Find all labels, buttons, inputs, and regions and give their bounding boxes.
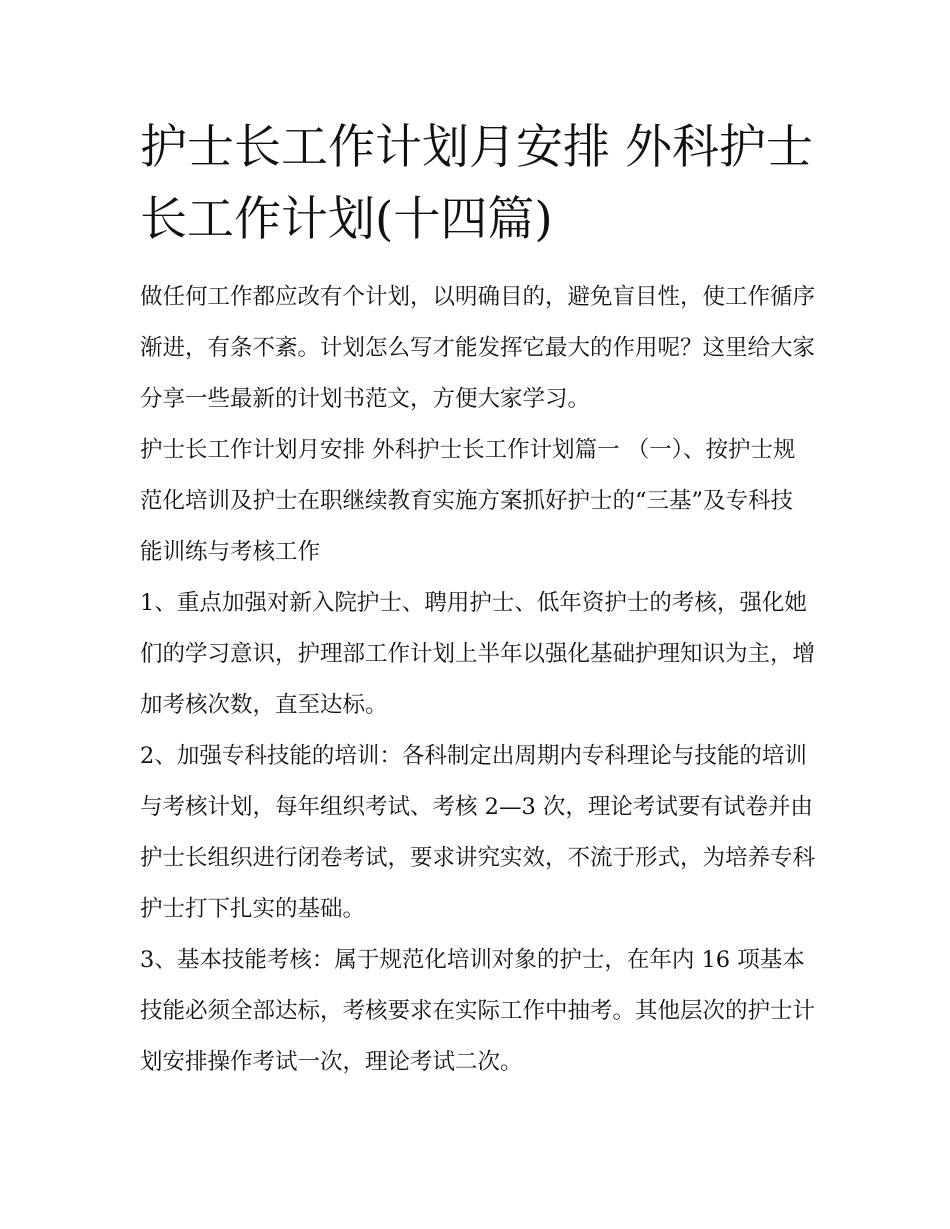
list-item-2: 2、加强专科技能的培训：各科制定出周期内专科理论与技能的培训与考核计划，每年组织考试、考核 2—3 次，理论考试要有试卷并由护士长组织进行闭卷考试，要求讲究实效，不流于形式，为培养专科护士打下扎实的基础。 (140, 743, 816, 922)
list-item-3: 3、基本技能考核：属于规范化培训对象的护士，在年内 16 项基本技能必须全部达标，考核要求在实际工作中抽考。其他层次的护士计划安排操作考试一次，理论考试二次。 (140, 947, 816, 1075)
document-title: 护士长工作计划月安排 外科护士长工作计划(十四篇) (140, 120, 813, 247)
list-item-1: 1、重点加强对新入院护士、聘用护士、低年资护士的考核，强化她们的学习意识，护理部工作计划上半年以强化基础护理知识为主，增加考核次数，直至达标。 (140, 590, 816, 718)
intro-paragraph: 做任何工作都应改有个计划，以明确目的，避免盲目性，使工作循序渐进，有条不紊。计划怎么写才能发挥它最大的作用呢？这里给大家分享一些最新的计划书范文，方便大家学习。 (140, 284, 816, 412)
document-page (140, 112, 815, 1088)
section-heading-paragraph: 护士长工作计划月安排 外科护士长工作计划篇一 （一）、按护士规范化培训及护士在职继续教育实施方案抓好护士的“三基”及专科技能训练与考核工作 (140, 437, 796, 565)
